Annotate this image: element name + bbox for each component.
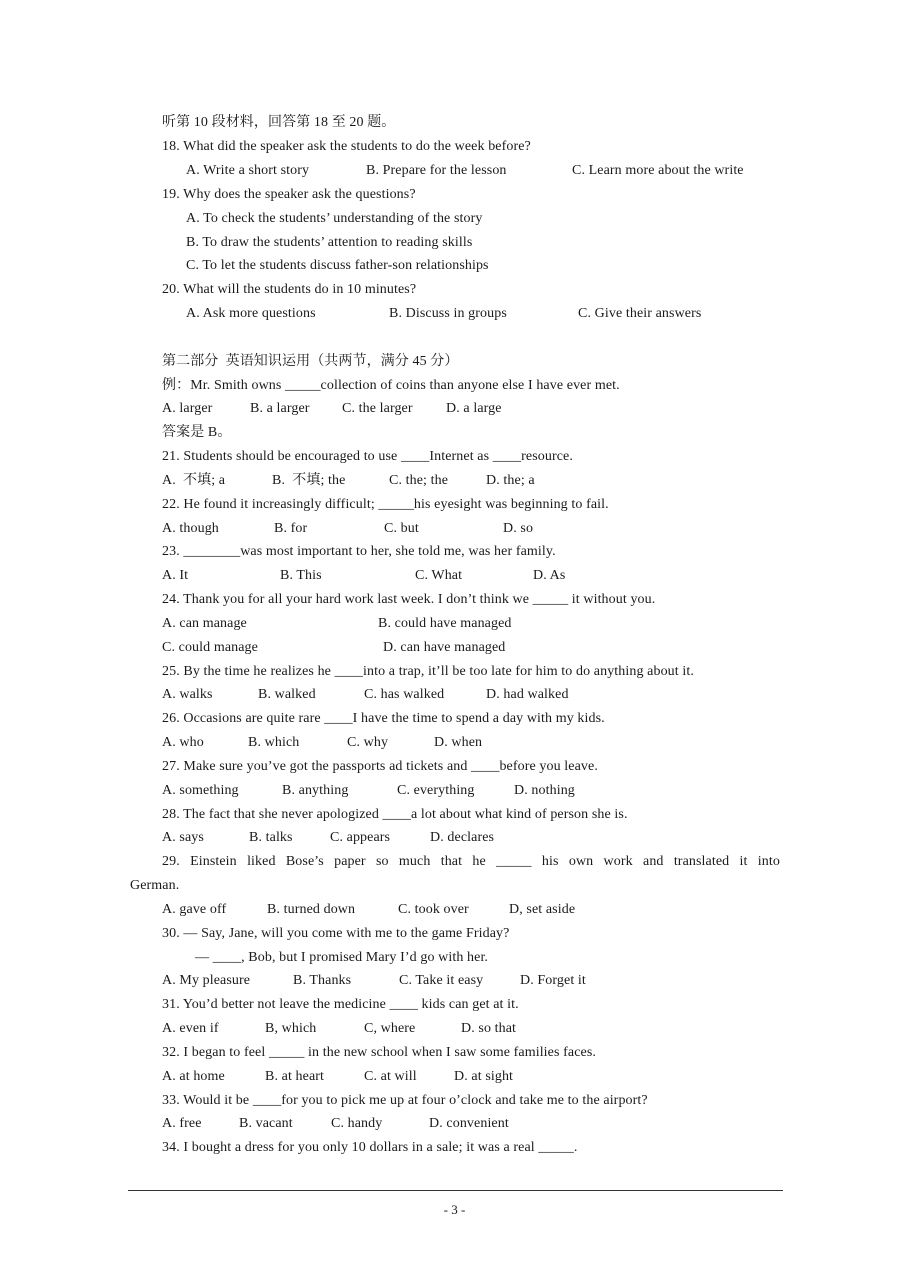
question-25: 25. By the time he realizes he ____into a trap, it’ll be too late for him to do anything about it. [162, 664, 694, 679]
question-27: 27. Make sure you’ve got the passports ad tickets and ____before you leave. [162, 759, 598, 774]
option-21a: A. 不填; a [162, 473, 226, 488]
option-30a: A. My pleasure [162, 973, 251, 988]
option-27a: A. something [162, 783, 239, 798]
question-20: 20. What will the students do in 10 minutes? [162, 282, 417, 297]
part-heading: 第二部分 英语知识运用（共两节，满分 45 分） [162, 354, 459, 369]
example-question: 例：Mr. Smith owns _____collection of coins than anyone else I have ever met. [162, 378, 620, 393]
option-33b: B. vacant [239, 1116, 293, 1131]
option-32c: C. at will [364, 1069, 417, 1084]
option-23b: B. This [280, 568, 322, 583]
option-31a: A. even if [162, 1021, 219, 1036]
option-24b: B. could have managed [378, 616, 512, 631]
option-24d: D. can have managed [383, 640, 506, 655]
question-24: 24. Thank you for all your hard work last week. I don’t think we _____ it without you. [162, 592, 656, 607]
option-28c: C. appears [330, 830, 391, 845]
option-29c: C. took over [398, 902, 469, 917]
option-22b: B. for [274, 521, 308, 536]
option-19b: B. To draw the students’ attention to reading skills [186, 235, 473, 250]
section-heading: 听第 10 段材料，回答第 18 至 20 题。 [162, 115, 396, 130]
question-18: 18. What did the speaker ask the students to do the week before? [162, 139, 531, 154]
option-29a: A. gave off [162, 902, 227, 917]
option-31d: D. so that [461, 1021, 517, 1036]
question-34: 34. I bought a dress for you only 10 dollars in a sale; it was a real _____. [162, 1140, 578, 1155]
option-31b: B, which [265, 1021, 317, 1036]
question-32: 32. I began to feel _____ in the new school when I saw some families faces. [162, 1045, 596, 1060]
option-22c: C. but [384, 521, 419, 536]
question-30: 30. — Say, Jane, will you come with me to the game Friday? [162, 926, 510, 941]
question-31: 31. You’d better not leave the medicine ____ kids can get at it. [162, 997, 519, 1012]
question-29: 29. Einstein liked Bose’s paper so much that he _____ his own work and translated it into [162, 854, 780, 869]
option-20c: C. Give their answers [578, 306, 702, 321]
option-25b: B. walked [258, 687, 316, 702]
example-answer: 答案是 B。 [162, 425, 232, 440]
option-25c: C. has walked [364, 687, 445, 702]
option-31c: C, where [364, 1021, 416, 1036]
option-24c: C. could manage [162, 640, 258, 655]
question-28: 28. The fact that she never apologized ____a lot about what kind of person she is. [162, 807, 628, 822]
option-25a: A. walks [162, 687, 213, 702]
option-25d: D. had walked [486, 687, 569, 702]
option-26d: D. when [434, 735, 483, 750]
option-27d: D. nothing [514, 783, 575, 798]
option-32b: B. at heart [265, 1069, 325, 1084]
option-23a: A. It [162, 568, 189, 583]
question-23: 23. ________was most important to her, she told me, was her family. [162, 544, 556, 559]
option-23c: C. What [415, 568, 463, 583]
question-33: 33. Would it be ____for you to pick me up at four o’clock and take me to the airport? [162, 1093, 648, 1108]
option-32a: A. at home [162, 1069, 225, 1084]
example-option-b: B. a larger [250, 401, 310, 416]
option-28d: D. declares [430, 830, 495, 845]
option-19a: A. To check the students’ understanding of the story [186, 211, 483, 226]
option-26b: B. which [248, 735, 300, 750]
option-26a: A. who [162, 735, 204, 750]
option-29b: B. turned down [267, 902, 356, 917]
question-30-reply: — ____, Bob, but I promised Mary I’d go with her. [195, 950, 489, 965]
option-18b: B. Prepare for the lesson [366, 163, 507, 178]
option-30c: C. Take it easy [399, 973, 484, 988]
option-24a: A. can manage [162, 616, 247, 631]
option-28b: B. talks [249, 830, 293, 845]
option-20b: B. Discuss in groups [389, 306, 507, 321]
option-21b: B. 不填; the [272, 473, 346, 488]
option-19c: C. To let the students discuss father-son relationships [186, 258, 489, 273]
option-30d: D. Forget it [520, 973, 586, 988]
option-28a: A. says [162, 830, 204, 845]
option-20a: A. Ask more questions [186, 306, 316, 321]
option-32d: D. at sight [454, 1069, 514, 1084]
option-22d: D. so [503, 521, 534, 536]
footer-rule [128, 1190, 783, 1191]
option-18c: C. Learn more about the write [572, 163, 744, 178]
option-18a: A. Write a short story [186, 163, 310, 178]
question-19: 19. Why does the speaker ask the questions? [162, 187, 416, 202]
option-33c: C. handy [331, 1116, 383, 1131]
option-30b: B. Thanks [293, 973, 352, 988]
option-27b: B. anything [282, 783, 349, 798]
option-21d: D. the; a [486, 473, 535, 488]
option-27c: C. everything [397, 783, 475, 798]
question-21: 21. Students should be encouraged to use ____Internet as ____resource. [162, 449, 573, 464]
example-option-d: D. a large [446, 401, 502, 416]
option-33a: A. free [162, 1116, 202, 1131]
option-22a: A. though [162, 521, 219, 536]
option-26c: C. why [347, 735, 389, 750]
option-33d: D. convenient [429, 1116, 509, 1131]
question-22: 22. He found it increasingly difficult; _____his eyesight was beginning to fail. [162, 497, 609, 512]
question-29-continued: German. [130, 878, 180, 893]
option-21c: C. the; the [389, 473, 449, 488]
option-23d: D. As [533, 568, 566, 583]
page-number: - 3 - [443, 1202, 466, 1217]
example-option-a: A. larger [162, 401, 213, 416]
example-option-c: C. the larger [342, 401, 413, 416]
question-26: 26. Occasions are quite rare ____I have the time to spend a day with my kids. [162, 711, 605, 726]
option-29d: D, set aside [509, 902, 576, 917]
